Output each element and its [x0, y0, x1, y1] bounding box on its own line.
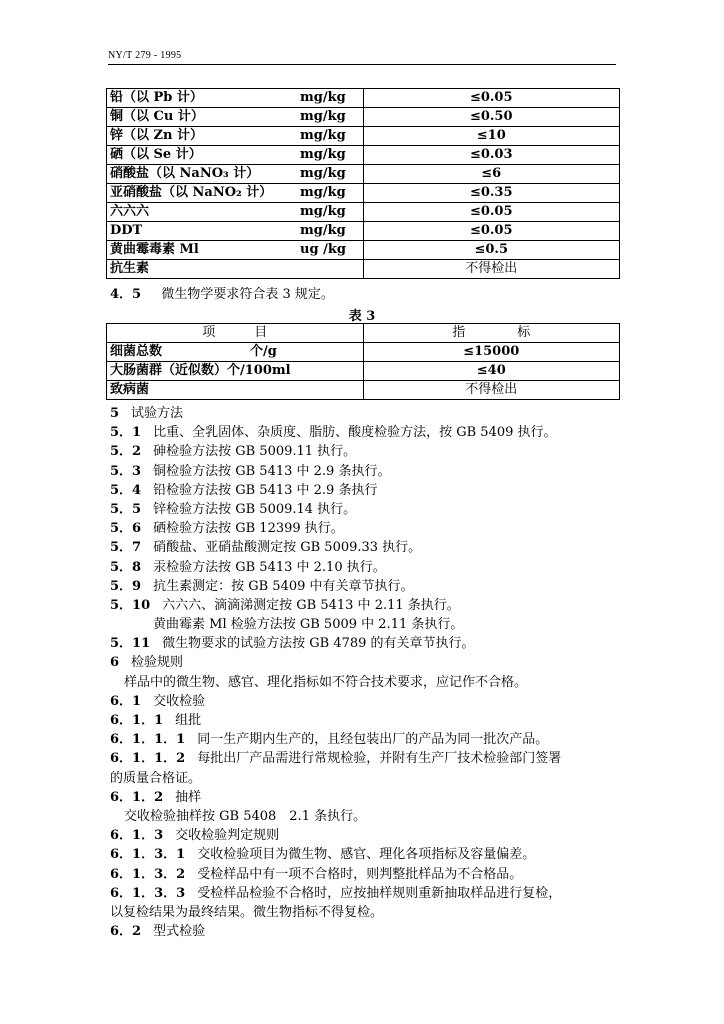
item-cell	[107, 165, 364, 184]
clause-line	[110, 442, 620, 461]
table-header-row	[107, 324, 620, 343]
table-row	[107, 127, 620, 146]
clause-line	[110, 865, 620, 884]
clause-text: 锌检验方法按 GB 5009.14 执行。	[153, 501, 357, 517]
limit-value: 不得检出	[363, 260, 620, 279]
item-name: 抗生素	[110, 261, 150, 276]
clause-text: 的质量合格证。	[110, 770, 202, 786]
clause-line	[110, 826, 620, 845]
clause-number: 5．10	[110, 597, 151, 613]
clause-number: 4．5	[110, 287, 142, 302]
clause-number: 6．1	[110, 693, 142, 709]
clause-4-5	[110, 285, 334, 304]
table3-caption: 表 3	[348, 309, 376, 324]
clause-text: 同一生产期内生产的，且经包装出厂的产品为同一批次产品。	[197, 732, 549, 748]
item-name: 六六六	[110, 204, 150, 219]
continuation-line	[110, 769, 620, 788]
table-row	[107, 241, 620, 260]
clause-line	[110, 634, 620, 653]
limit-value: ≤0.5	[363, 241, 620, 260]
item-unit: mg/kg	[300, 223, 346, 238]
item-cell	[107, 241, 364, 260]
item-name: 致病菌	[110, 382, 150, 397]
clause-text: 受检样品检验不合格时，应按抽样规则重新抽取样品进行复检，	[197, 885, 562, 901]
clause-line	[110, 462, 620, 481]
clause-text: 硝酸盐、亚硝盐酸测定按 GB 5009.33 执行。	[153, 540, 422, 556]
clause-text: 组批	[175, 713, 202, 728]
clause-line	[110, 481, 620, 500]
limit-value: ≤0.05	[363, 89, 620, 108]
clause-line	[110, 730, 620, 749]
table-row	[107, 108, 620, 127]
clause-number: 6．1．1．2	[110, 751, 186, 767]
item-unit: mg/kg	[300, 128, 346, 143]
clause-text: 六六六、滴滴涕测定按 GB 5413 中 2.11 条执行。	[162, 597, 460, 613]
table-row	[107, 222, 620, 241]
item-name: 黄曲霉毒素 Ml	[110, 242, 199, 257]
table-row	[107, 89, 620, 108]
clause-line	[110, 596, 620, 615]
clause-text: 硒检验方法按 GB 12399 执行。	[153, 521, 344, 537]
clause-line	[110, 692, 620, 711]
item-cell	[107, 260, 364, 279]
clause-text: 以复检结果为最终结果。微生物指标不得复检。	[110, 904, 384, 920]
item-name: 硝酸盐（以 NaNO₃ 计）	[110, 166, 260, 181]
item-cell	[107, 362, 364, 381]
clause-text: 受检样品中有一项不合格时，则判整批样品为不合格品。	[197, 866, 523, 882]
item-unit: mg/kg	[300, 204, 346, 219]
header-item: 项 目	[107, 324, 364, 343]
item-unit: mg/kg	[300, 109, 346, 124]
item-name: 铅（以 Pb 计）	[110, 90, 203, 105]
clause-line	[110, 423, 620, 442]
item-unit: ug /kg	[300, 242, 346, 257]
clause-text: 交收检验抽样按 GB 5408 2.1 条执行。	[124, 808, 367, 824]
item-cell	[107, 184, 364, 203]
clause-line	[110, 653, 620, 672]
clause-number: 6．1．3	[110, 828, 164, 844]
clause-number: 5．6	[110, 521, 142, 537]
continuation-line	[110, 903, 620, 922]
limit-value: ≤6	[363, 165, 620, 184]
continuation-line	[110, 673, 620, 692]
item-cell	[107, 222, 364, 241]
clause-number: 5．2	[110, 444, 142, 460]
clause-number: 6．1．3．2	[110, 866, 186, 882]
clause-text: 试验方法	[131, 406, 184, 421]
clause-line	[110, 519, 620, 538]
item-name: 硒（以 Se 计）	[110, 147, 202, 162]
limit-value: ≤0.05	[363, 203, 620, 222]
limit-value: ≤10	[363, 127, 620, 146]
limit-value: ≤15000	[363, 343, 620, 362]
clause-number: 5．4	[110, 482, 142, 498]
item-cell	[107, 381, 364, 400]
table-row	[107, 165, 620, 184]
clause-line	[110, 558, 620, 577]
item-unit: mg/kg	[300, 90, 346, 105]
item-unit: mg/kg	[300, 147, 346, 162]
clause-line	[110, 884, 620, 903]
item-name: DDT	[110, 223, 143, 238]
table-row	[107, 381, 620, 400]
clause-number: 5．11	[110, 636, 151, 652]
clause-text: 抗生素测定：按 GB 5409 中有关章节执行。	[153, 578, 414, 594]
clause-number: 5	[110, 406, 120, 421]
item-name: 铜（以 Cu 计）	[110, 109, 204, 124]
limit-value: ≤0.03	[363, 146, 620, 165]
limit-value: ≤0.05	[363, 222, 620, 241]
item-cell	[107, 203, 364, 222]
clause-number: 6	[110, 655, 120, 671]
clause-text: 交收检验判定规则	[175, 828, 280, 844]
clause-text: 交收检验	[153, 693, 206, 709]
test-methods-section	[110, 404, 620, 941]
continuation-line	[110, 615, 620, 634]
clause-text: 铜检验方法按 GB 5413 中 2.9 条执行。	[153, 463, 391, 479]
table-row	[107, 203, 620, 222]
item-cell	[107, 146, 364, 165]
clause-number: 6．1．3．3	[110, 885, 186, 901]
clause-line	[110, 538, 620, 557]
clause-line	[110, 404, 620, 423]
clause-text: 检验规则	[131, 655, 184, 671]
limit-value: ≤0.35	[363, 184, 620, 203]
clause-number: 6．1．3．1	[110, 847, 186, 863]
clause-number: 5．9	[110, 578, 142, 594]
table-row	[107, 362, 620, 381]
item-unit: mg/kg	[300, 166, 346, 181]
clause-text: 砷检验方法按 GB 5009.11 执行。	[153, 444, 357, 460]
chemical-limits-table	[106, 88, 620, 279]
clause-number: 6．1．2	[110, 789, 164, 805]
header-rule	[108, 64, 616, 65]
clause-text: 每批出厂产品需进行常规检验，并附有生产厂技术检验部门签署	[197, 751, 562, 767]
item-cell	[107, 108, 364, 127]
clause-number: 5．1	[110, 425, 142, 441]
clause-text: 黄曲霉素 Ml 检验方法按 GB 5009 中 2.11 条执行。	[153, 617, 464, 633]
clause-text: 交收检验项目为微生物、感官、理化各项指标及容量偏差。	[197, 847, 536, 863]
microbiology-table	[106, 323, 620, 400]
clause-number: 6．1．1．1	[110, 732, 186, 748]
item-unit: 个/g	[250, 344, 277, 359]
clause-line	[110, 788, 620, 807]
item-cell	[107, 343, 364, 362]
continuation-line	[110, 807, 620, 826]
limit-value: ≤40	[363, 362, 620, 381]
clause-line	[110, 845, 620, 864]
table-row	[107, 184, 620, 203]
clause-text: 铅检验方法按 GB 5413 中 2.9 条执行	[153, 482, 378, 498]
clause-line	[110, 749, 620, 768]
item-name: 亚硝酸盐（以 NaNO₂ 计）	[110, 185, 273, 200]
header-value: 指 标	[363, 324, 620, 343]
table-row	[107, 260, 620, 279]
clause-line	[110, 711, 620, 730]
clause-text: 比重、全乳固体、杂质度、脂肪、酸度检验方法，按 GB 5409 执行。	[153, 425, 557, 441]
limit-value: 不得检出	[363, 381, 620, 400]
item-name: 细菌总数	[110, 344, 163, 359]
limit-value: ≤0.50	[363, 108, 620, 127]
clause-number: 6．2	[110, 924, 142, 940]
clause-number: 5．8	[110, 559, 142, 575]
item-unit: mg/kg	[300, 185, 346, 200]
clause-text: 样品中的微生物、感官、理化指标如不符合技术要求，应记作不合格。	[124, 674, 528, 690]
clause-text: 型式检验	[153, 924, 206, 940]
clause-text: 抽样	[175, 789, 202, 805]
clause-text: 微生物要求的试验方法按 GB 4789 的有关章节执行。	[162, 636, 475, 652]
clause-number: 5．5	[110, 501, 142, 517]
clause-line	[110, 577, 620, 596]
item-cell	[107, 89, 364, 108]
clause-number: 5．7	[110, 540, 142, 556]
item-name: 大肠菌群（近似数）个/100ml	[110, 363, 291, 378]
table-row	[107, 343, 620, 362]
clause-line	[110, 500, 620, 519]
item-cell	[107, 127, 364, 146]
standard-code: NY/T 279 - 1995	[108, 50, 182, 61]
clause-number: 5．3	[110, 463, 142, 479]
clause-text: 微生物学要求符合表 3 规定。	[161, 287, 334, 302]
clause-text: 汞检验方法按 GB 5413 中 2.10 执行。	[153, 559, 386, 575]
table-row	[107, 146, 620, 165]
clause-number: 6．1．1	[110, 713, 164, 728]
clause-line	[110, 922, 620, 941]
item-name: 锌（以 Zn 计）	[110, 128, 203, 143]
